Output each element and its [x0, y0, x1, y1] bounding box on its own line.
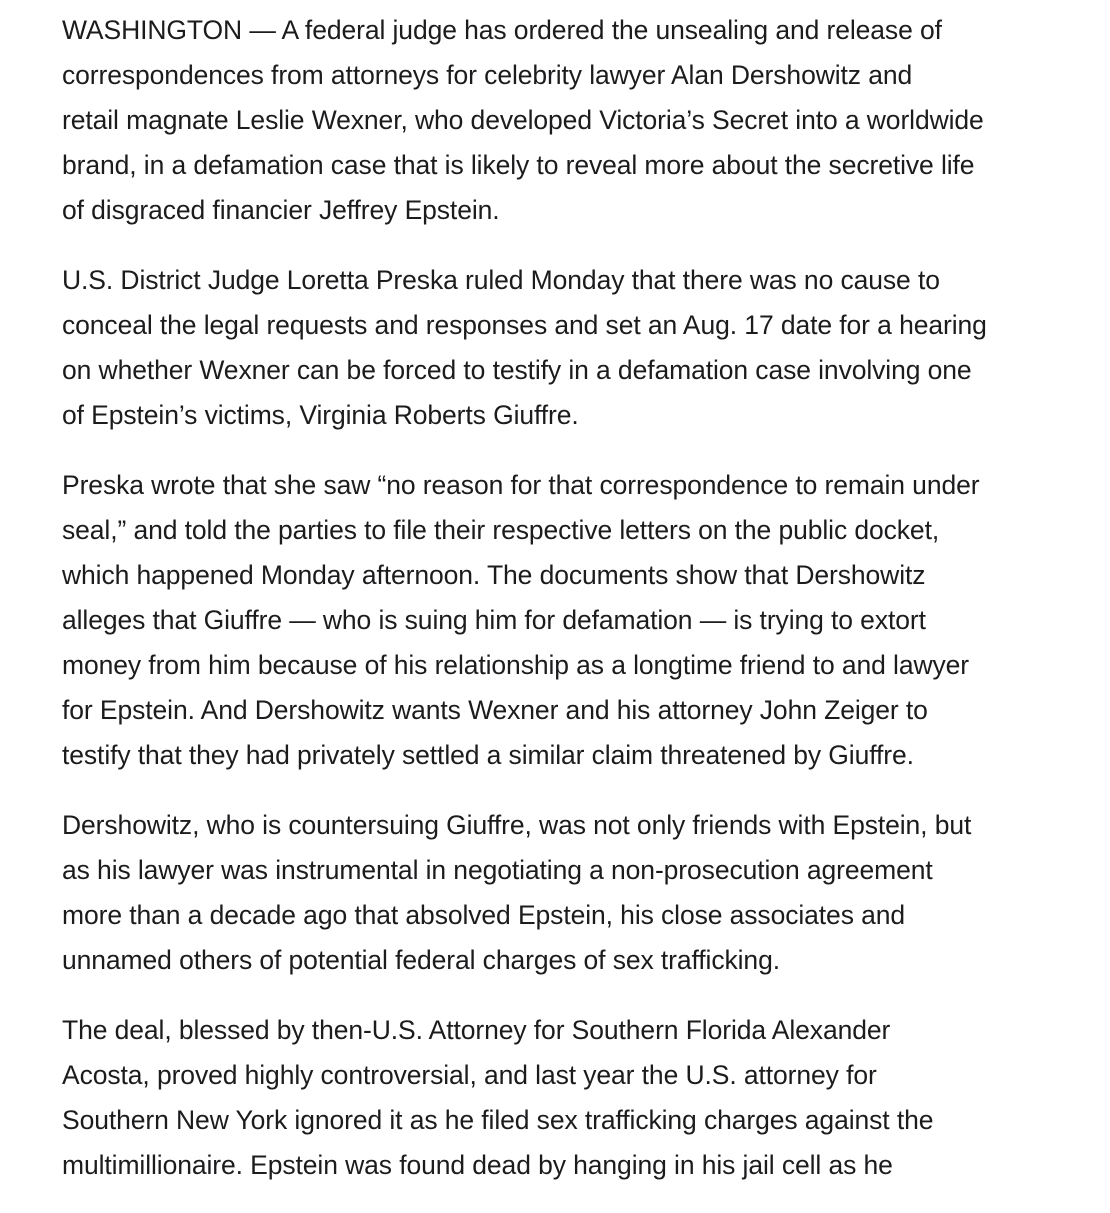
paragraph-4	[62, 803, 1072, 983]
text-line: The deal, blessed by then-U.S. Attorney for Southern Florida Alexander	[62, 1015, 891, 1045]
text-line: Acosta, proved highly controversial, and last year the U.S. attorney for	[62, 1060, 877, 1090]
text-line: seal,” and told the parties to file their respective letters on the public docket,	[62, 515, 940, 545]
text-line: correspondences from attorneys for celebrity lawyer Alan Dershowitz and	[62, 60, 913, 90]
text-line: alleges that Giuffre — who is suing him for defamation — is trying to extort	[62, 605, 926, 635]
text-line: as his lawyer was instrumental in negotiating a non-prosecution agreement	[62, 855, 933, 885]
text-line: Dershowitz, who is countersuing Giuffre, was not only friends with Epstein, but	[62, 810, 972, 840]
text-line: testify that they had privately settled a similar claim threatened by Giuffre.	[62, 740, 914, 770]
text-line: U.S. District Judge Loretta Preska ruled Monday that there was no cause to	[62, 265, 940, 295]
text-line: Preska wrote that she saw “no reason for that correspondence to remain under	[62, 470, 980, 500]
article-body	[62, 8, 1072, 1213]
text-line: more than a decade ago that absolved Epstein, his close associates and	[62, 900, 906, 930]
paragraph-1	[62, 8, 1072, 233]
text-line: for Epstein. And Dershowitz wants Wexner and his attorney John Zeiger to	[62, 695, 928, 725]
text-line: unnamed others of potential federal charges of sex trafficking.	[62, 945, 780, 975]
text-line: retail magnate Leslie Wexner, who developed Victoria’s Secret into a worldwide	[62, 105, 984, 135]
text-line: multimillionaire. Epstein was found dead by hanging in his jail cell as he	[62, 1150, 893, 1180]
text-line: WASHINGTON — A federal judge has ordered the unsealing and release of	[62, 15, 942, 45]
text-line: Southern New York ignored it as he filed sex trafficking charges against the	[62, 1105, 934, 1135]
paragraph-2	[62, 258, 1072, 438]
text-line: of Epstein’s victims, Virginia Roberts Giuffre.	[62, 400, 579, 430]
text-line: on whether Wexner can be forced to testify in a defamation case involving one	[62, 355, 972, 385]
paragraph-5	[62, 1008, 1072, 1188]
text-line: brand, in a defamation case that is likely to reveal more about the secretive life	[62, 150, 975, 180]
text-line: conceal the legal requests and responses and set an Aug. 17 date for a hearing	[62, 310, 987, 340]
text-line: of disgraced financier Jeffrey Epstein.	[62, 195, 500, 225]
text-line: money from him because of his relationship as a longtime friend to and lawyer	[62, 650, 970, 680]
text-line: which happened Monday afternoon. The documents show that Dershowitz	[62, 560, 926, 590]
paragraph-3	[62, 463, 1072, 778]
